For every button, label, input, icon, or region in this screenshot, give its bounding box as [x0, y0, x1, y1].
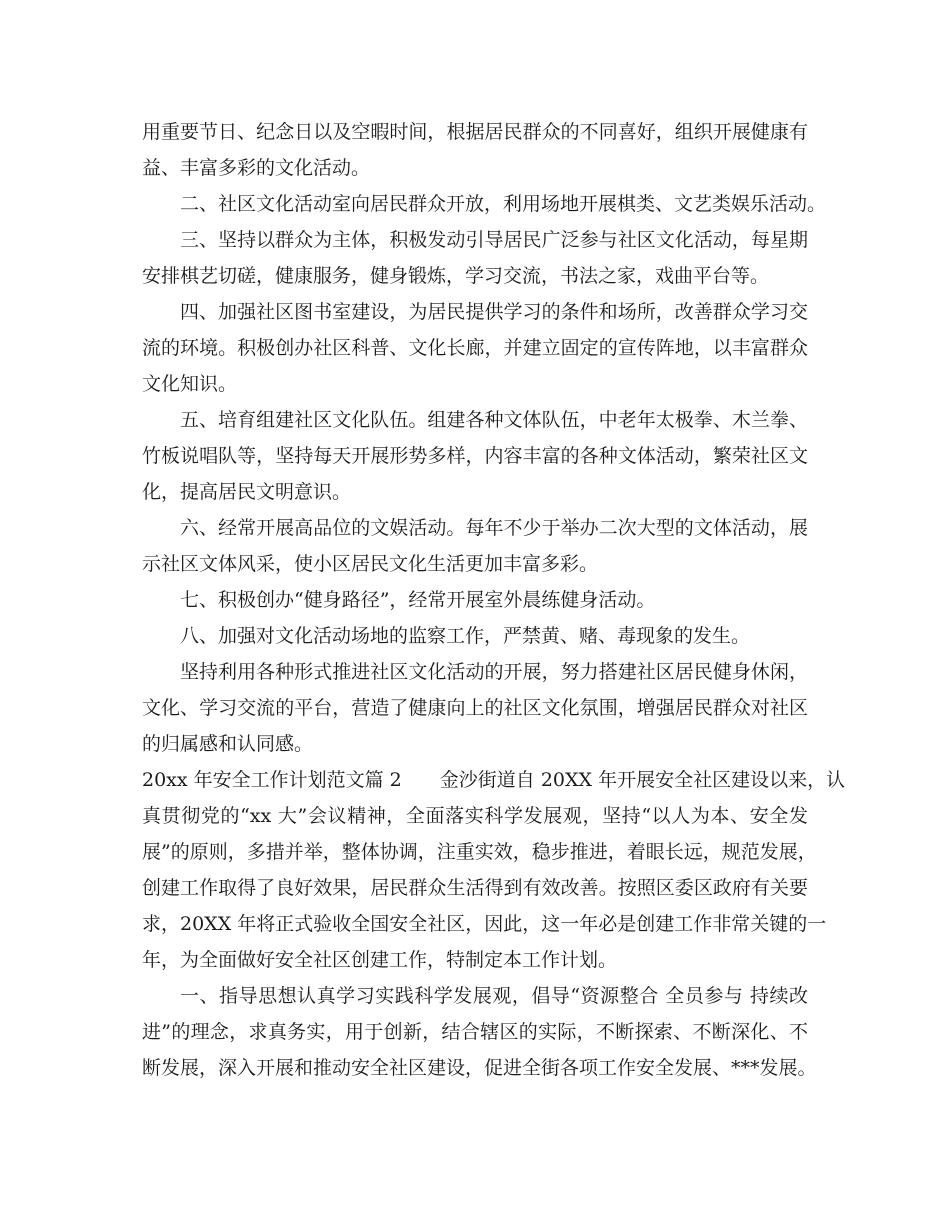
text-line: 益、丰富多彩的文化活动。	[142, 157, 371, 179]
text-line: 化，提高居民文明意识。	[142, 481, 352, 503]
text-line: 展”的原则，多措并举，整体协调，注重实效，稳步推进，着眼长远，规范发展，	[142, 841, 817, 863]
text-line: 一、指导思想认真学习实践科学发展观，倡导“资源整合 全员参与 持续改	[180, 985, 808, 1007]
text-line: 五、培育组建社区文化队伍。组建各种文体队伍，中老年太极拳、木兰拳、	[180, 409, 808, 431]
text-line: 创建工作取得了良好效果，居民群众生活得到有效改善。按照区委区政府有关要	[142, 877, 808, 899]
text-line: 进”的理念，求真务实，用于创新，结合辖区的实际，不断探索、不断深化、不	[142, 1021, 808, 1043]
text-line: 求，20XX 年将正式验收全国安全社区，因此，这一年必是创建工作非常关键的一	[142, 913, 827, 935]
text-line: 文化知识。	[142, 373, 238, 395]
text-line: 安排棋艺切磋，健康服务，健身锻炼，学习交流，书法之家，戏曲平台等。	[142, 265, 770, 287]
text-line: 年，为全面做好安全社区创建工作，特制定本工作计划。	[142, 949, 618, 971]
text-line: 竹板说唱队等，坚持每天开展形势多样，内容丰富的各种文体活动，繁荣社区文	[142, 445, 808, 467]
text-line: 用重要节日、纪念日以及空暇时间，根据居民群众的不同喜好，组织开展健康有	[142, 121, 808, 143]
text-line: 三、坚持以群众为主体，积极发动引导居民广泛参与社区文化活动，每星期	[180, 229, 808, 251]
text-line: 断发展，深入开展和推动安全社区建设，促进全街各项工作安全发展、***发展。	[142, 1057, 817, 1079]
text-line: 四、加强社区图书室建设，为居民提供学习的条件和场所，改善群众学习交	[180, 301, 808, 323]
text-line: 的归属感和认同感。	[142, 733, 314, 755]
text-line: 真贯彻党的“xx 大”会议精神，全面落实科学发展观，坚持“以人为本、安全发	[142, 805, 808, 827]
text-line: 七、积极创办“健身路径”，经常开展室外晨练健身活动。	[180, 589, 656, 611]
text-line: 二、社区文化活动室向居民群众开放，利用场地开展棋类、文艺类娱乐活动。	[180, 193, 827, 215]
document-body	[142, 114, 846, 1086]
text-line: 六、经常开展高品位的文娱活动。每年不少于举办二次大型的文体活动，展	[180, 517, 808, 539]
text-line: 流的环境。积极创办社区科普、文化长廊，并建立固定的宣传阵地，以丰富群众	[142, 337, 808, 359]
text-line: 20xx 年安全工作计划范文篇 2 金沙街道自 20XX 年开展安全社区建设以来，认	[142, 769, 846, 791]
text-line: 坚持利用各种形式推进社区文化活动的开展，努力搭建社区居民健身休闲，	[180, 661, 808, 683]
text-line: 示社区文体风采，使小区居民文化生活更加丰富多彩。	[142, 553, 599, 575]
text-line: 文化、学习交流的平台，营造了健康向上的社区文化氛围，增强居民群众对社区	[142, 697, 808, 719]
text-line: 八、加强对文化活动场地的监察工作，严禁黄、赌、毒现象的发生。	[180, 625, 751, 647]
